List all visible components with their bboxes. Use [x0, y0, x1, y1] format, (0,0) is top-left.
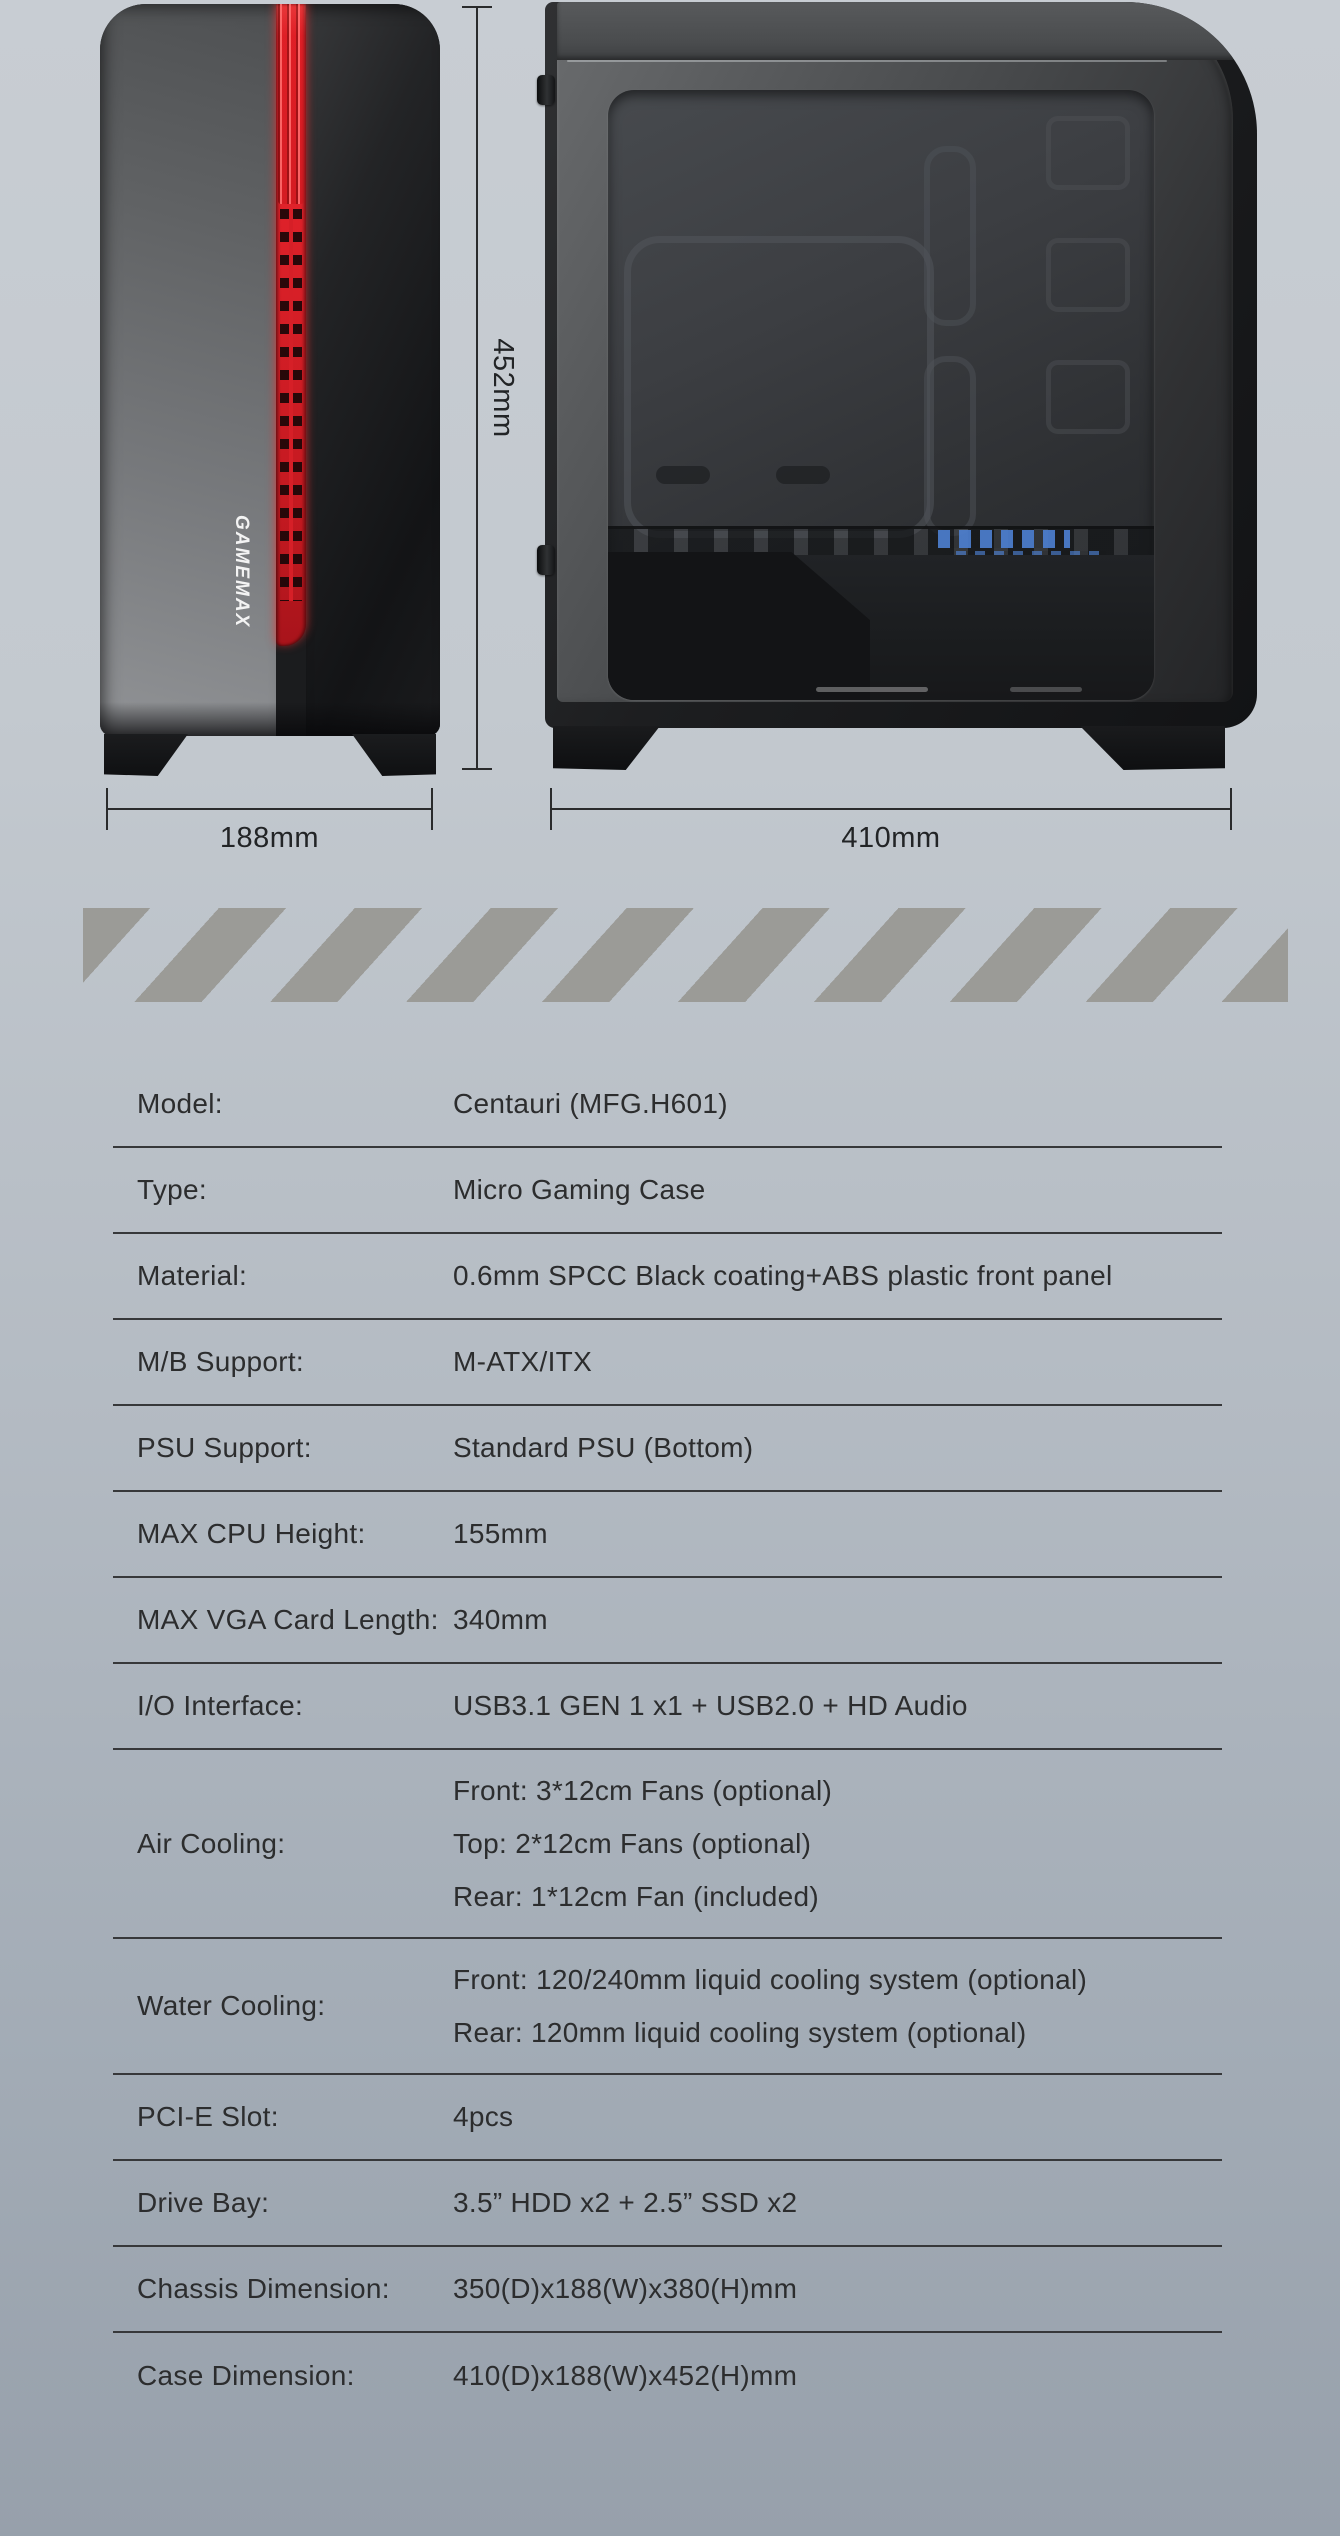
spec-value	[453, 1344, 1222, 1380]
gamemax-logo: GAMEMAX	[231, 515, 252, 629]
tray-slot	[656, 466, 710, 484]
spec-label: PCI-E Slot:	[137, 2101, 279, 2132]
spec-row	[113, 1062, 1222, 1148]
side-top-seam	[567, 60, 1167, 62]
side-view-image	[545, 2, 1257, 772]
spec-value	[453, 2358, 1222, 2394]
cable-slot	[924, 146, 976, 326]
front-case-body	[100, 4, 440, 736]
tray-cutout	[1046, 238, 1130, 312]
depth-dimension-label: 410mm	[841, 822, 941, 854]
spec-value-line: 0.6mm SPCC Black coating+ABS plastic front panel	[453, 1260, 1113, 1291]
motherboard-cutout	[624, 236, 934, 538]
side-window	[608, 90, 1154, 700]
spec-value-line: 155mm	[453, 1518, 548, 1549]
spec-value	[453, 1086, 1222, 1122]
spec-value	[453, 1602, 1222, 1638]
depth-dimension	[550, 788, 1232, 858]
spec-value-line: 3.5” HDD x2 + 2.5” SSD x2	[453, 2187, 798, 2218]
spec-table	[113, 1062, 1222, 2419]
spec-value-line: 350(D)x188(W)x380(H)mm	[453, 2273, 798, 2304]
dimension-line	[106, 808, 433, 810]
spec-label: Chassis Dimension:	[137, 2273, 390, 2304]
glass-highlight	[816, 687, 928, 692]
spec-label: MAX VGA Card Length:	[137, 1604, 439, 1635]
spec-row	[113, 1939, 1222, 2075]
spec-row	[113, 2161, 1222, 2247]
front-bottom-shade	[100, 702, 440, 736]
cable-slot	[924, 356, 976, 536]
psu-shroud	[608, 555, 1154, 700]
spec-row	[113, 2333, 1222, 2419]
spec-row	[113, 1492, 1222, 1578]
front-red-ridges	[278, 4, 304, 204]
spec-value	[453, 2185, 1222, 2221]
thumbscrew	[537, 75, 555, 105]
spec-value	[453, 1516, 1222, 1552]
motherboard-connectors	[938, 530, 1070, 548]
width-dimension-label: 188mm	[219, 822, 320, 854]
spec-value-line: Rear: 120mm liquid cooling system (optional)	[453, 2017, 1027, 2048]
spec-value-line: Front: 3*12cm Fans (optional)	[453, 1775, 833, 1806]
tray-cutout	[1046, 360, 1130, 434]
side-case-body	[545, 2, 1257, 728]
glass-highlight	[1010, 687, 1082, 692]
spec-label: Model:	[137, 1088, 223, 1119]
height-dimension	[462, 6, 524, 770]
side-left-foot	[553, 726, 660, 770]
spec-label: Case Dimension:	[137, 2360, 355, 2391]
spec-row	[113, 1234, 1222, 1320]
spec-label: Water Cooling:	[137, 1990, 326, 2021]
height-dimension-label: 452mm	[487, 338, 519, 438]
spec-value-line: USB3.1 GEN 1 x1 + USB2.0 + HD Audio	[453, 1690, 968, 1721]
spec-label: PSU Support:	[137, 1432, 312, 1463]
spec-value-line: Front: 120/240mm liquid cooling system (optional)	[453, 1964, 1088, 1995]
psu-block	[608, 552, 870, 700]
spec-label: I/O Interface:	[137, 1690, 304, 1721]
spec-value	[453, 1953, 1222, 2059]
spec-value	[453, 1172, 1222, 1208]
thumbscrew	[537, 545, 555, 575]
spec-row	[113, 2075, 1222, 2161]
spec-row	[113, 1664, 1222, 1750]
spec-value	[453, 2271, 1222, 2307]
tray-slot	[776, 466, 830, 484]
dimension-tick	[462, 768, 492, 770]
spec-value-line: M-ATX/ITX	[453, 1346, 593, 1377]
spec-value-line: 340mm	[453, 1604, 548, 1635]
front-right-face	[306, 4, 440, 736]
spec-value	[453, 2099, 1222, 2135]
side-top-strip	[557, 2, 1233, 60]
spec-label: MAX CPU Height:	[137, 1518, 366, 1549]
dimension-tick	[462, 6, 492, 8]
spec-value-line: Micro Gaming Case	[453, 1174, 706, 1205]
spec-row	[113, 1578, 1222, 1664]
spec-value-line: Top: 2*12cm Fans (optional)	[453, 1828, 812, 1859]
side-panel	[557, 2, 1233, 702]
spec-value	[453, 1764, 1222, 1923]
spec-label: M/B Support:	[137, 1346, 305, 1377]
width-dimension	[106, 788, 433, 858]
front-left-foot	[104, 734, 188, 776]
spec-value	[453, 1688, 1222, 1724]
spec-label: Air Cooling:	[137, 1827, 286, 1859]
spec-label: Type:	[137, 1174, 207, 1205]
spec-row	[113, 2247, 1222, 2333]
hazard-stripes-divider	[83, 908, 1288, 1002]
spec-value	[453, 1258, 1222, 1294]
spec-row	[113, 1320, 1222, 1406]
spec-value-line: 410(D)x188(W)x452(H)mm	[453, 2360, 798, 2391]
spec-value-line: 4pcs	[453, 2101, 514, 2132]
dimension-line	[550, 808, 1232, 810]
spec-row	[113, 1750, 1222, 1939]
spec-value-line: Rear: 1*12cm Fan (included)	[453, 1881, 820, 1912]
front-right-foot	[352, 734, 436, 776]
front-view-image	[100, 4, 440, 776]
spec-label: Drive Bay:	[137, 2187, 270, 2218]
spec-value-line: Centauri (MFG.H601)	[453, 1088, 728, 1119]
spec-label: Material:	[137, 1260, 248, 1291]
dimension-line	[476, 6, 478, 770]
spec-value-line: Standard PSU (Bottom)	[453, 1432, 754, 1463]
spec-row	[113, 1148, 1222, 1234]
tray-cutout	[1046, 116, 1130, 190]
spec-value	[453, 1430, 1222, 1466]
side-right-foot	[1080, 726, 1225, 770]
front-vent-grille	[280, 209, 302, 601]
spec-row	[113, 1406, 1222, 1492]
